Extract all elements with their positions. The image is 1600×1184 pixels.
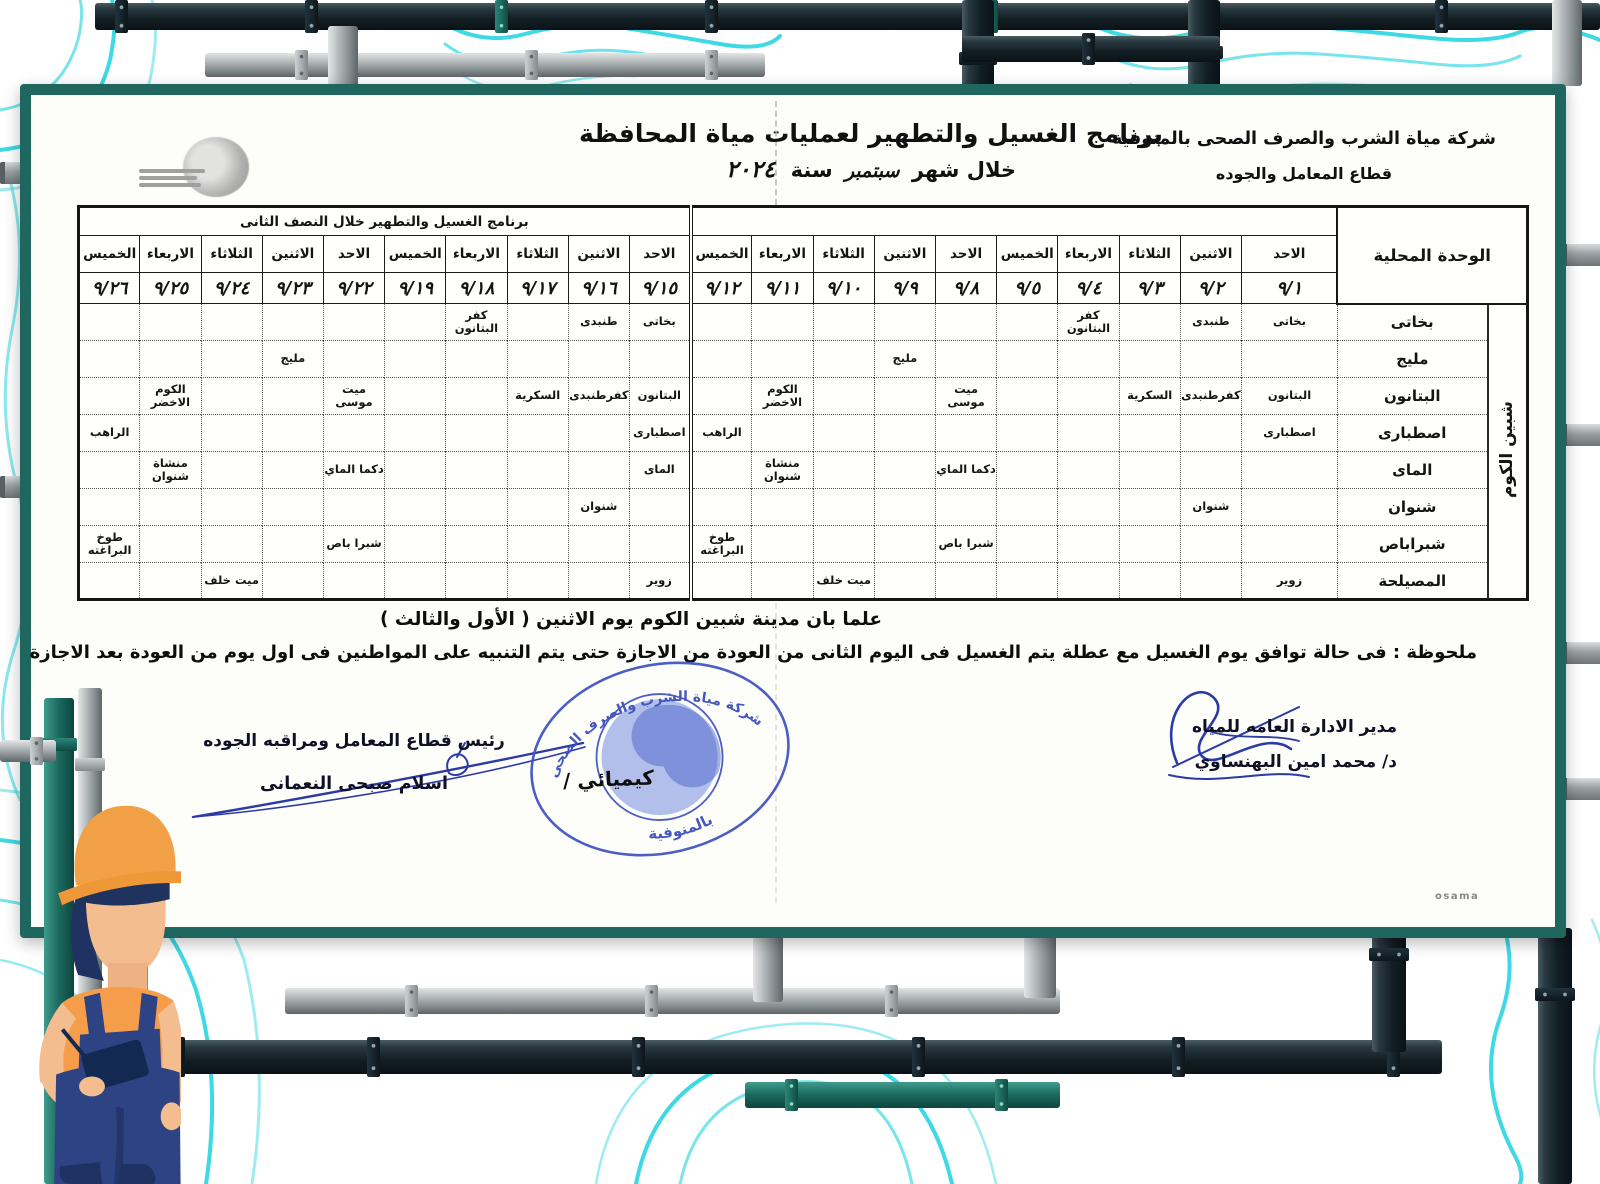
date-cell: ٩/٢٢ — [323, 273, 384, 304]
date-cell: ٩/١٩ — [385, 273, 446, 304]
schedule-cell: الراهب — [691, 415, 752, 452]
date-cell: ٩/٣ — [1119, 273, 1180, 304]
chief-name: اسلام صبحى النعمانى — [259, 774, 449, 794]
chemist-label: كيميائي / — [562, 765, 655, 793]
month-handwritten: سبتمبر — [844, 160, 900, 182]
day-header: الخميس — [691, 236, 752, 273]
schedule-cell: كفر البتانون — [446, 304, 507, 341]
schedule-cell: طنبدى — [1180, 304, 1241, 341]
day-header: الاربعاء — [140, 236, 201, 273]
schedule-cell: الكوم الاخضر — [752, 378, 813, 415]
day-header: الاحد — [1241, 236, 1337, 273]
schedule-cell: شبرا باص — [323, 526, 384, 563]
date-cell: ٩/٢٦ — [79, 273, 140, 304]
schedule-cell: ميت خلف — [201, 563, 262, 600]
schedule-cell: اصطبارى — [1241, 415, 1337, 452]
unit-name: شبراباص — [1337, 526, 1487, 563]
schedule-cell: كفرطنبدى — [568, 378, 629, 415]
date-cell: ٩/١٢ — [691, 273, 752, 304]
schedule-cell: السكرية — [1119, 378, 1180, 415]
date-cell: ٩/١٨ — [446, 273, 507, 304]
day-header: الاحد — [323, 236, 384, 273]
date-cell: ٩/٢٥ — [140, 273, 201, 304]
schedule-cell: شنوان — [1180, 489, 1241, 526]
worker-illustration — [0, 736, 181, 1184]
schedule-cell: اصطبارى — [629, 415, 690, 452]
day-header: الخميس — [79, 236, 140, 273]
schedule-cell: الكوم الاخضر — [140, 378, 201, 415]
chief-title: رئيس قطاع المعامل ومراقبه الجوده — [203, 731, 505, 751]
schedule-cell: شنوان — [568, 489, 629, 526]
schedule-cell: البتانون — [629, 378, 690, 415]
schedule-cell: مليج — [874, 341, 935, 378]
schedule-cell: طنبدى — [568, 304, 629, 341]
date-cell: ٩/١٦ — [568, 273, 629, 304]
day-header: الاثنين — [262, 236, 323, 273]
unit-name: الماى — [1337, 452, 1487, 489]
year-handwritten: ٢٠٢٤ — [725, 157, 776, 183]
day-header: الاربعاء — [1058, 236, 1119, 273]
schedule-cell: دكما الماي — [323, 452, 384, 489]
schedule-cell: بخاتى — [629, 304, 690, 341]
date-cell: ٩/٢٣ — [262, 273, 323, 304]
day-header: الثلاثاء — [507, 236, 568, 273]
unit-name: مليج — [1337, 341, 1487, 378]
holiday-note: ملحوظة : فى حالة توافق يوم الغسيل مع عطلة يتم الغسيل فى اليوم الثانى من العودة من الاجازة حتى يتم التنبيه على المواطنين فى اول يوم من العودة بعد الاجازة — [29, 642, 1477, 663]
date-cell: ٩/٨ — [935, 273, 996, 304]
credit-text: osama — [1435, 891, 1480, 902]
date-cell: ٩/٢ — [1180, 273, 1241, 304]
unit-name: شنوان — [1337, 489, 1487, 526]
day-header: الاحد — [629, 236, 690, 273]
stamp-arc-bottom-text: بالمنوفية — [648, 810, 716, 843]
day-header: الثلاثاء — [201, 236, 262, 273]
unit-column-header: الوحدة المحلية — [1337, 207, 1527, 304]
day-header: الاثنين — [874, 236, 935, 273]
monday-note: علما بان مدينة شبين الكوم يوم الاثنين ( الأول والثالث ) — [380, 609, 882, 630]
day-header: الخميس — [997, 236, 1058, 273]
day-header: الاثنين — [568, 236, 629, 273]
date-cell: ٩/٥ — [997, 273, 1058, 304]
date-cell: ٩/١٧ — [507, 273, 568, 304]
day-header: الخميس — [385, 236, 446, 273]
director-title: مدير الادارة العامه للمياه — [1191, 717, 1397, 737]
unit-name: بخاتى — [1337, 304, 1487, 341]
date-cell: ٩/١٥ — [629, 273, 690, 304]
schedule-cell: الراهب — [79, 415, 140, 452]
subtitle-prefix: خلال شهر — [911, 158, 1017, 182]
company-name: شركة مياة الشرب والصرف الصحى بالمنوفية — [1112, 129, 1496, 149]
schedule-cell: منشاة شنوان — [752, 452, 813, 489]
schedule-cell: دكما الماي — [935, 452, 996, 489]
day-header: الاربعاء — [752, 236, 813, 273]
director-name: د/ محمد امين البهنساوي — [1194, 752, 1397, 772]
date-cell: ٩/١٠ — [813, 273, 874, 304]
schedule-cell: ميت خلف — [813, 563, 874, 600]
date-cell: ٩/١ — [1241, 273, 1337, 304]
stamp-arc-top-text: شركة مياة الشرب والصرف الصحى — [545, 688, 767, 781]
unit-name: المصيلحة — [1337, 563, 1487, 600]
date-cell: ٩/٤ — [1058, 273, 1119, 304]
schedule-cell: بخاتى — [1241, 304, 1337, 341]
schedule-cell: الماى — [629, 452, 690, 489]
unit-name: اصطبارى — [1337, 415, 1487, 452]
day-header: الاثنين — [1180, 236, 1241, 273]
schedule-cell: زوير — [1241, 563, 1337, 600]
region-label-text: شبين الكوم — [1496, 400, 1517, 498]
unit-name: البتانون — [1337, 378, 1487, 415]
second-half-banner: برنامج الغسيل والتطهير خلال النصف الثانى — [79, 207, 691, 236]
document-title: برنامج الغسيل والتطهير لعمليات مياة المحافظة — [578, 119, 1164, 148]
day-header: الاربعاء — [446, 236, 507, 273]
date-cell: ٩/٢٤ — [201, 273, 262, 304]
date-cell: ٩/٩ — [874, 273, 935, 304]
company-department: قطاع المعامل والجوده — [1215, 164, 1393, 183]
schedule-cell: طوخ البراغته — [79, 526, 140, 563]
day-header: الاحد — [935, 236, 996, 273]
subtitle-middle: سنة — [790, 158, 833, 182]
schedule-cell: السكرية — [507, 378, 568, 415]
schedule-cell: طوخ البراغته — [691, 526, 752, 563]
schedule-cell: زوير — [629, 563, 690, 600]
schedule-cell: شبرا باص — [935, 526, 996, 563]
schedule-cell: ميت موسى — [323, 378, 384, 415]
schedule-cell: ميت موسى — [935, 378, 996, 415]
day-header: الثلاثاء — [813, 236, 874, 273]
schedule-cell: البتانون — [1241, 378, 1337, 415]
schedule-cell: كفرطنبدى — [1180, 378, 1241, 415]
day-header: الثلاثاء — [1119, 236, 1180, 273]
schedule-cell: منشاة شنوان — [140, 452, 201, 489]
schedule-cell: كفر البتانون — [1058, 304, 1119, 341]
date-cell: ٩/١١ — [752, 273, 813, 304]
schedule-cell: مليج — [262, 341, 323, 378]
